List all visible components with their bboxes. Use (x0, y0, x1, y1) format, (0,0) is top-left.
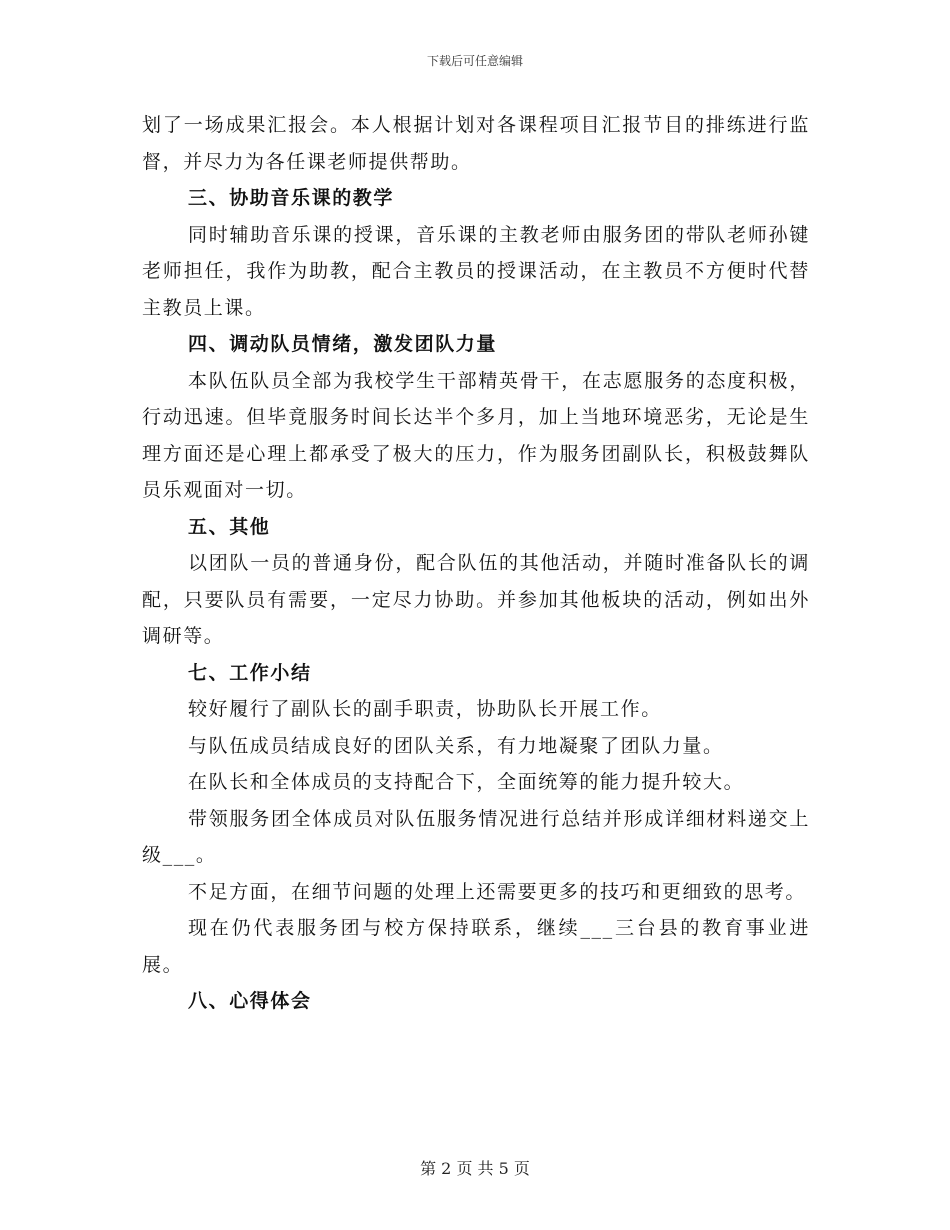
paragraph-team-morale: 本队伍队员全部为我校学生干部精英骨干，在志愿服务的态度积极，行动迅速。但毕竟服务时间长达半个多月，加上当地环境恶劣，无论是生理方面还是心理上都承受了极大的压力，作为服务团副队长，积极鼓舞队员乐观面对一切。 (142, 369, 810, 501)
section-heading-7: 七、工作小结 (188, 661, 312, 684)
section-heading-5: 五、其他 (188, 515, 271, 538)
summary-item-2: 与队伍成员结成良好的团队关系，有力地凝聚了团队力量。 (188, 734, 724, 757)
section-heading-4: 四、调动队员情绪，激发团队力量 (188, 333, 498, 355)
section-heading-3: 三、协助音乐课的教学 (188, 187, 395, 209)
paragraph-music-class: 同时辅助音乐课的授课，音乐课的主教老师由服务团的带队老师孙键老师担任，我作为助教，配合主教员的授课活动，在主教员不方便时代替主教员上课。 (142, 223, 810, 319)
summary-item-1: 较好履行了副队长的副手职责，协助队长开展工作。 (188, 698, 662, 720)
summary-item-6: 现在仍代表服务团与校方保持联系，继续___三台县的教育事业进展。 (142, 917, 810, 976)
summary-item-3: 在队长和全体成员的支持配合下，全面统筹的能力提升较大。 (188, 771, 745, 793)
summary-item-5: 不足方面，在细节问题的处理上还需要更多的技巧和更细致的思考。 (188, 880, 807, 903)
document-body (142, 107, 810, 1020)
summary-item-4: 带领服务团全体成员对队伍服务情况进行总结并形成详细材料递交上级___。 (142, 807, 810, 866)
paragraph-continuation: 划了一场成果汇报会。本人根据计划对各课程项目汇报节目的排练进行监督，并尽力为各任课老师提供帮助。 (142, 114, 810, 173)
paragraph-other: 以团队一员的普通身份，配合队伍的其他活动，并随时准备队长的调配，只要队员有需要，一定尽力协助。并参加其他板块的活动，例如出外调研等。 (142, 552, 810, 647)
section-heading-8: 八、心得体会 (188, 990, 312, 1012)
page-number-footer: 第 2 页 共 5 页 (420, 1159, 530, 1178)
page-header: 下载后可任意编辑 (426, 54, 523, 68)
